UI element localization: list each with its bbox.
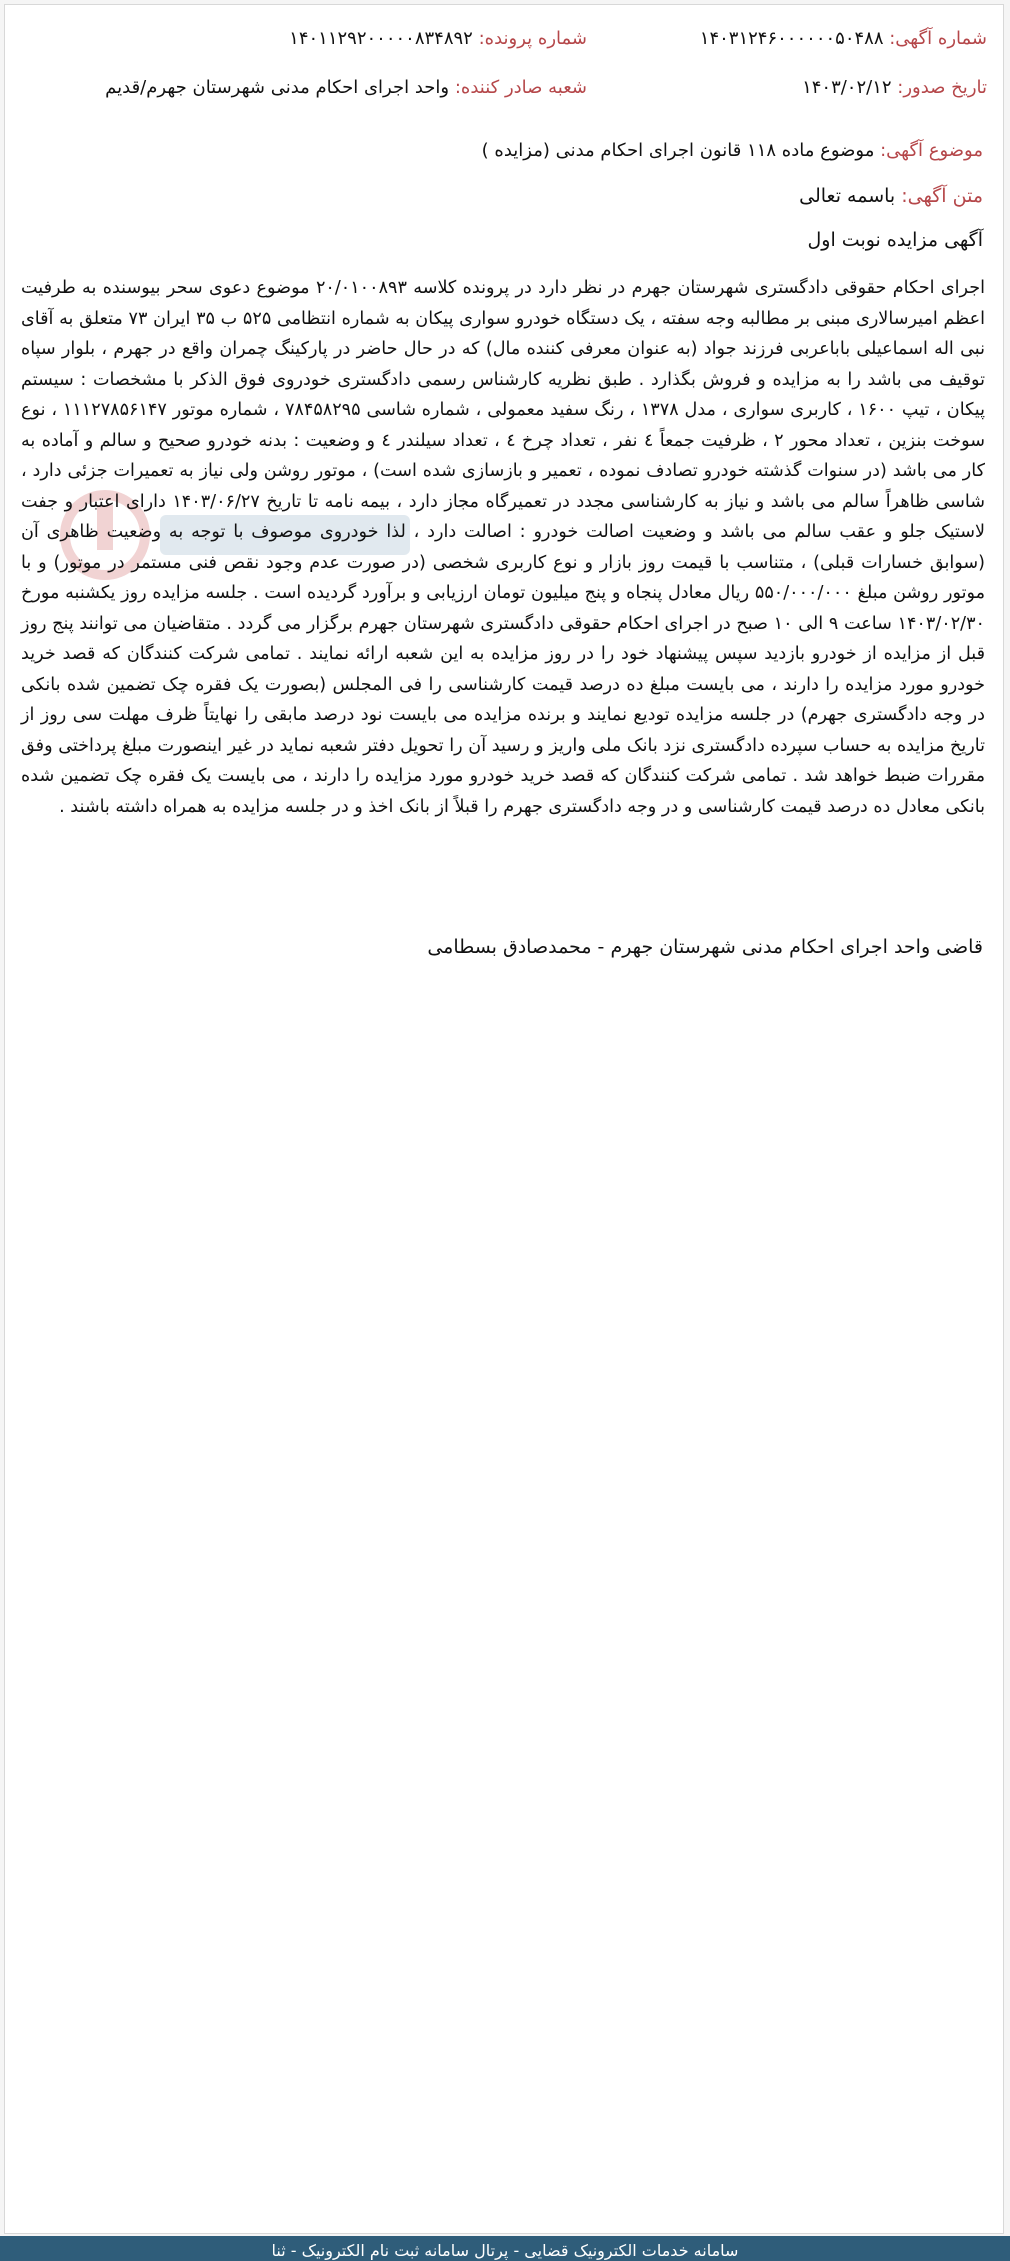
notice-heading: آگهی مزایده نوبت اول [807, 229, 983, 251]
issue-date-label: تاریخ صدور: [897, 77, 987, 98]
issue-date: ۱۴۰۳/۰۲/۱۲ [802, 77, 892, 98]
footer-bar: سامانه خدمات الکترونیک قضایی - پرتال سامانه ثبت نام الکترونیک - ثنا [0, 2236, 1010, 2261]
case-number: ۱۴۰۱۱۲۹۲۰۰۰۰۰۸۳۴۸۹۲ [289, 28, 473, 49]
issue-date-group [802, 77, 987, 98]
notice-number-label: شماره آگهی: [889, 28, 987, 49]
branch: واحد اجرای احکام مدنی شهرستان جهرم/قدیم [105, 77, 450, 98]
notice-subject [25, 140, 983, 161]
header-row-2 [21, 77, 987, 105]
notice-number-group [700, 28, 987, 49]
case-number-label: شماره پرونده: [478, 28, 587, 49]
notice-text-label: متن آگهی: [901, 185, 983, 207]
judge-signature: قاضی واحد اجرای احکام مدنی شهرستان جهرم - محمدصادق بسطامی [427, 936, 983, 958]
branch-label: شعبه صادر کننده: [454, 77, 587, 98]
notice-text-value: باسمه تعالی [799, 185, 896, 207]
notice-number: ۱۴۰۳۱۲۴۶۰۰۰۰۰۰۵۰۴۸۸ [699, 28, 884, 49]
branch-group [105, 77, 587, 98]
subject-label: موضوع آگهی: [880, 140, 983, 161]
notice-body: اجرای احکام حقوقی دادگستری شهرستان جهرم در نظر دارد در پرونده کلاسه ۲۰/۰۱۰۰۸۹۳ موضوع دعوی سحر بیوسنده به طرفیت اعظم امیرسالاری مبنی بر مطالبه وجه سفته ، یک دستگاه خودرو سواری پیکان به شماره انتظامی ۵۲۵ ب ۳۵ ایران ۷۳ متعلق به آقای نبی اله اسماعیلی باباعربی فرزند جواد (به عنوان معرفی کننده مال) که در حال حاضر در پارکینگ چمران واقع در جهرم ، بلوار سپاه توقیف می باشد را به مزایده و فروش بگذارد . طبق نظریه کارشناس رسمی دادگستری خودروی فوق الذکر با مشخصات : سیستم پیکان ، تیپ ۱۶۰۰ ، کاربری سواری ، مدل ۱۳۷۸ ، رنگ سفید معمولی ، شماره شاسی ۷۸۴۵۸۲۹۵ ، شماره موتور ۱۱۱۲۷۸۵۶۱۴۷ ، نوع سوخت بنزین ، تعداد محور ۲ ، ظرفیت جمعاً ٤ نفر ، تعداد چرخ ٤ ، تعداد سیلندر ٤ و وضعیت : بدنه خودرو صحیح و سالم و آماده به کار می باشد (در سنوات گذشته خودرو تصادف نموده ، تعمیر و بازسازی شده است) ، موتور روشن ولی نیاز به تعمیرات جزئی دارد ، شاسی ظاهراً سالم می باشد و نیاز به کارشناسی مجدد در تعمیرگاه مجاز دارد ، بیمه نامه تا تاریخ ۱۴۰۳/۰۶/۲۷ دارای اعتبار و جفت لاستیک جلو و عقب سالم می باشد و وضعیت اصالت خودرو : اصالت دارد ، لذا خودروی موصوف با توجه به وضعیت ظاهری آن (سوابق خسارات قبلی) ، متناسب با قیمت روز بازار و نوع کاربری شخصی (در صورت عدم وجود نقص فنی مستمر در موتور) و با موتور روشن مبلغ ۵۵۰/۰۰۰/۰۰۰ ریال معادل پنجاه و پنج میلیون تومان ارزیابی و برآورد گردیده است . جلسه مزایده روز یکشنبه مورخ ۱۴۰۳/۰۲/۳۰ ساعت ۹ الی ۱۰ صبح در اجرای احکام حقوقی دادگستری شهرستان جهرم برگزار می گردد . متقاضیان می توانند پنج روز قبل از مزایده از خودرو بازدید سپس پیشنهاد خود را در روز مزایده به این شعبه ارائه نمایند . تمامی شرکت کنندگان که قصد خرید خودرو مورد مزایده را دارند ، می بایست مبلغ ده درصد قیمت کارشناسی را فی المجلس (بصورت یک فقره چک تضمین شده بانکی در وجه دادگستری جهرم) در جلسه مزایده تودیع نمایند و برنده مزایده می بایست نود درصد مابقی را نهایتاً ظرف مهلت سی روز از تاریخ مزایده به حساب سپرده دادگستری نزد بانک ملی واریز و رسید آن را تحویل دفتر شعبه نماید در غیر اینصورت مبلغ پرداختی وفق مقررات ضبط خواهد شد . تمامی شرکت کنندگان که قصد خرید خودرو مورد مزایده را دارند ، می بایست یک فقره چک تضمین شده بانکی معادل ده درصد قیمت کارشناسی و در وجه دادگستری جهرم را قبلاً از بانک اخذ و در جلسه مزایده به همراه داشته باشند . [21, 278, 986, 817]
header-row-1 [21, 28, 987, 56]
case-number-group [289, 28, 587, 49]
subject-value: موضوع ماده ۱۱۸ قانون اجرای احکام مدنی (مزایده ) [481, 140, 875, 161]
notice-sheet [4, 4, 1004, 2234]
notice-text-line [25, 185, 983, 207]
